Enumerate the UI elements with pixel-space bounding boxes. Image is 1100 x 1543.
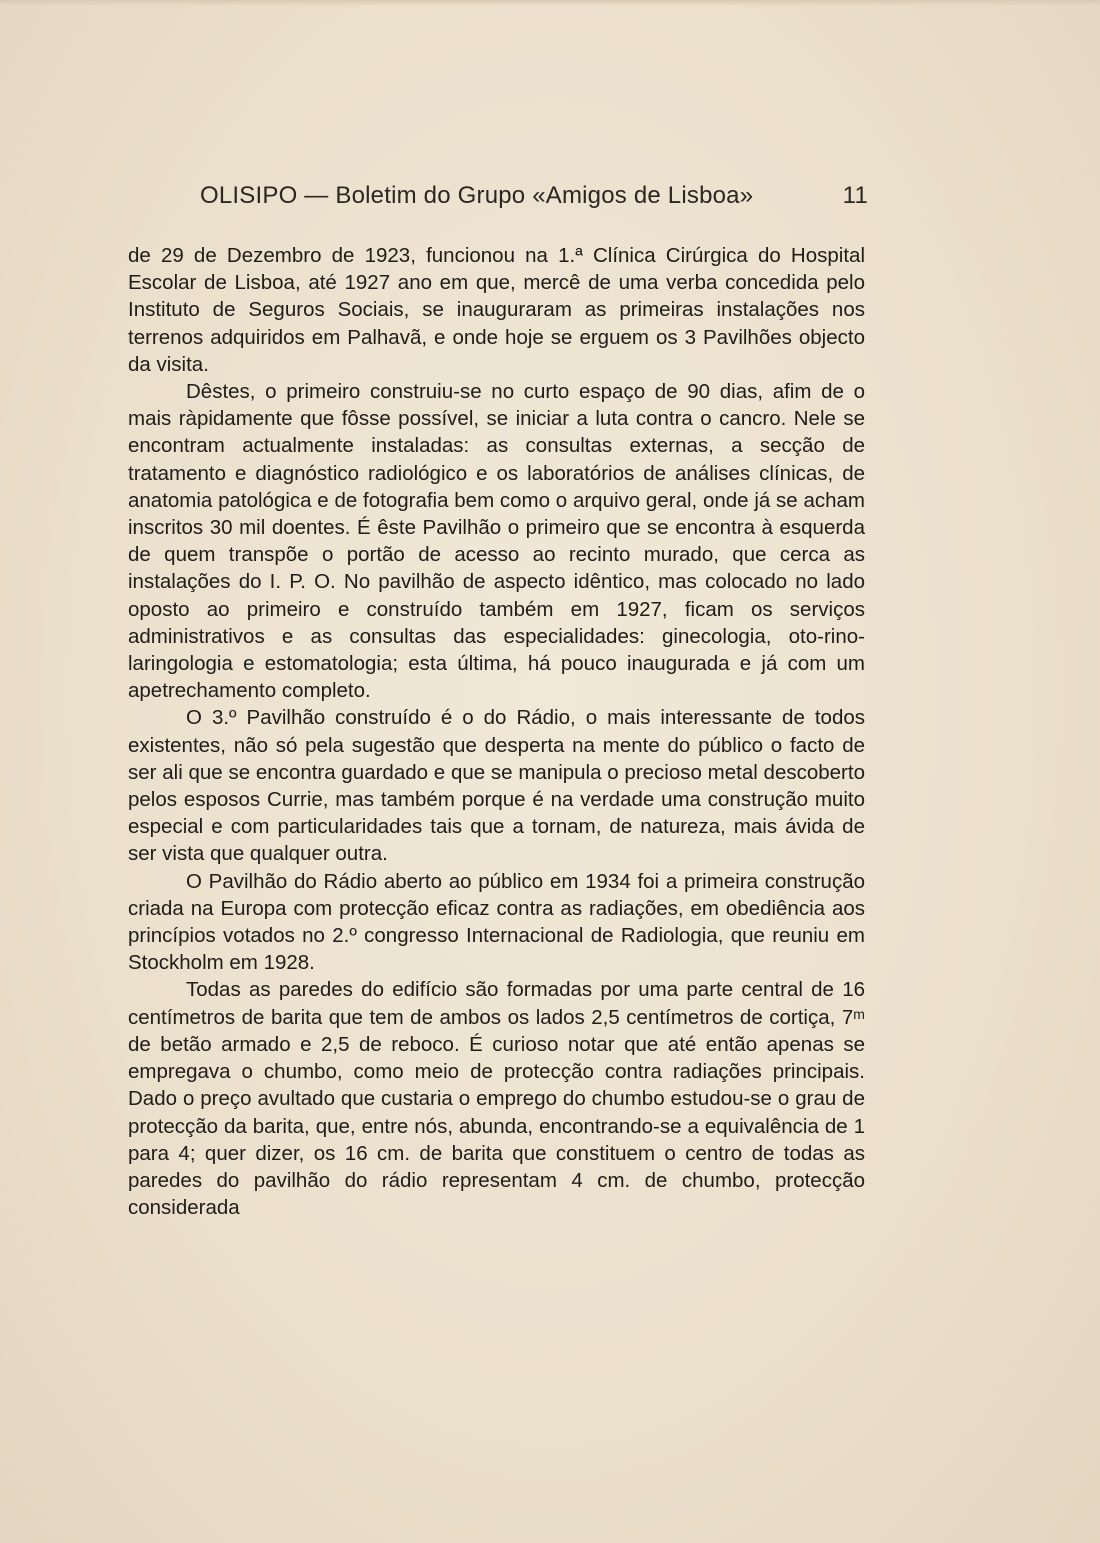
body-text [128, 242, 865, 1221]
paragraph-walls: Todas as paredes do edifício são formadas por uma parte central de 16 centímetros de barita que tem de ambos os lados 2,5 centímetros de cortiça, 7ᵐ de betão armado e 2,5 de reboco. É curioso notar que até então apenas se empregava o chumbo, como meio de protecção contra radiações principais. Dado o preço avultado que custaria o emprego do chumbo estudou-se o grau de protecção da barita, que, entre nós, abunda, encontrando-se a equivalência de 1 para 4; quer dizer, os 16 cm. de barita que constituem o centro de todas as paredes do pavilhão do rádio representam 4 cm. de chumbo, protecção considerada [128, 978, 865, 1220]
paragraph-continuation: de 29 de Dezembro de 1923, funcionou na 1.ª Clínica Cirúrgica do Hospital Escolar de Lisboa, até 1927 ano em que, mercê de uma verba concedida pelo Instituto de Seguros Sociais, se inauguraram as primeiras instalações nos terrenos adquiridos em Palhavã, e onde hoje se erguem os 3 Pavilhões objecto da visita. [128, 244, 865, 376]
page-number: 11 [842, 182, 868, 209]
paragraph-radium-opening: O Pavilhão do Rádio aberto ao público em 1934 foi a primeira construção criada na Europa com protecção eficaz contra as radiações, em obediência aos princípios votados no 2.º congresso Internacional de Radiologia, que reuniu em Stockholm em 1928. [128, 869, 865, 975]
running-head [200, 178, 868, 218]
page-edge-shadow [0, 0, 1100, 6]
paragraph-radium-pavilion: O 3.º Pavilhão construído é o do Rádio, o mais interessante de todos existentes, não só pela sugestão que desperta na mente do público o facto de ser ali que se encontra guardado e que se manipula o precioso metal descoberto pelos esposos Currie, mas também porque é na verdade uma construção muito especial e com particularidades tais que a tornam, de natureza, mais ávida de ser vista que qualquer outra. [128, 706, 865, 866]
running-title: OLISIPO — Boletim do Grupo «Amigos de Lisboa» [200, 182, 754, 209]
paragraph-first-pavilion: Dêstes, o primeiro construiu-se no curto espaço de 90 dias, afim de o mais ràpidamente que fôsse possível, se iniciar a luta contra o cancro. Nele se encontram actualmente instaladas: as consultas externas, a secção de tratamento e diagnóstico radiológico e os laboratórios de análises clínicas, de anatomia patológica e de fotografia bem como o arquivo geral, onde já se acham inscritos 30 mil doentes. É êste Pavilhão o primeiro que se encontra à esquerda de quem transpõe o portão de acesso ao recinto murado, que cerca as instalações do I. P. O. No pavilhão de aspecto idêntico, mas colocado no lado oposto ao primeiro e construído também em 1927, ficam os serviços administrativos e as consultas das especialidades: ginecologia, oto-rino-laringologia e estomatologia; esta última, há pouco inaugurada e já com um apetrechamento completo. [128, 380, 865, 703]
